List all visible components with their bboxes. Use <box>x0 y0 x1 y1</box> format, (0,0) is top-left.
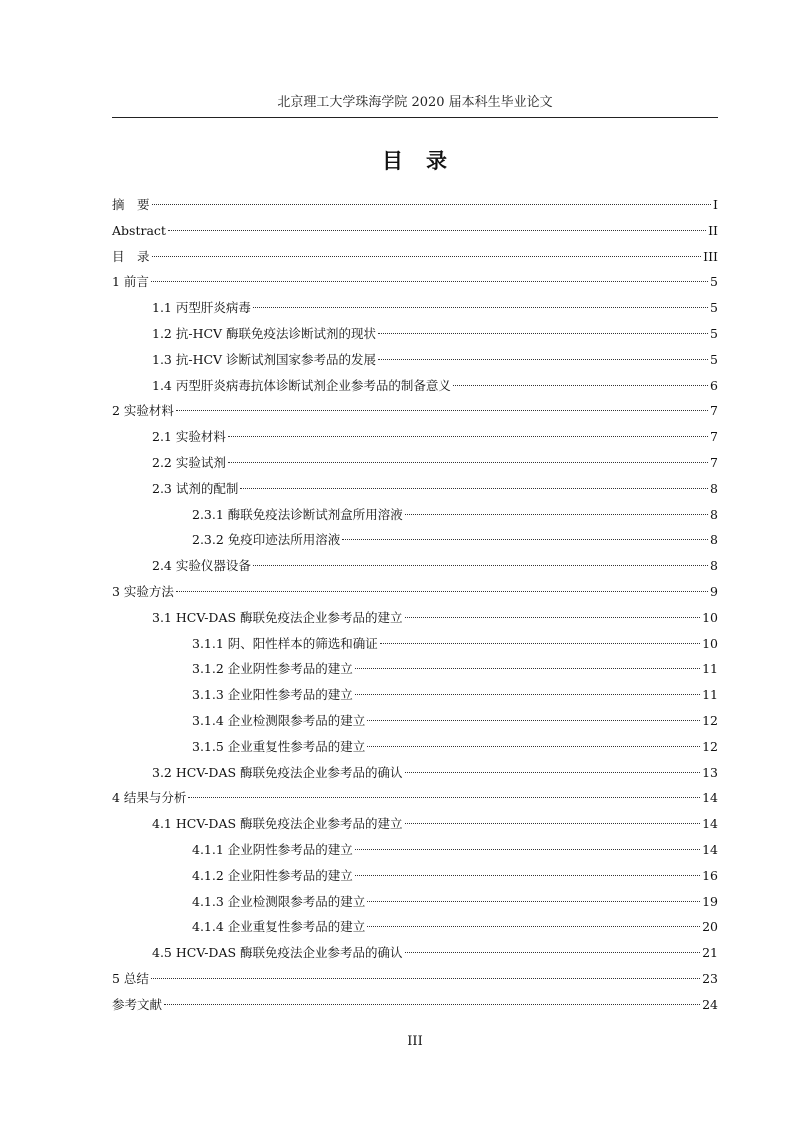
toc-entry-page: 5 <box>710 300 718 316</box>
toc-dot-leader <box>367 900 700 902</box>
toc-entry-label: 4 结果与分析 <box>112 790 187 806</box>
toc-entry[interactable] <box>112 839 718 861</box>
toc-entry-page: 14 <box>702 790 718 806</box>
toc-entry[interactable] <box>112 633 718 655</box>
toc-entry-page: 19 <box>702 893 718 909</box>
toc-entry-label: 2.1 实验材料 <box>152 429 226 445</box>
toc-entry[interactable] <box>112 581 718 603</box>
toc-entry[interactable] <box>112 504 718 526</box>
toc-entry[interactable] <box>112 710 718 732</box>
toc-entry-label: Abstract <box>112 222 166 238</box>
toc-entry-page: 10 <box>702 635 718 651</box>
toc-dot-leader <box>405 822 701 824</box>
toc-entry-page: 8 <box>710 480 718 496</box>
toc-entry[interactable] <box>112 787 718 809</box>
toc-dot-leader <box>228 461 708 463</box>
toc-entry[interactable] <box>112 994 718 1016</box>
toc-dot-leader <box>367 925 700 927</box>
toc-dot-leader <box>405 951 701 953</box>
toc-entry-label: 3.1.1 阴、阳性样本的筛选和确证 <box>192 635 378 651</box>
toc-entry-page: 13 <box>702 764 718 780</box>
toc-dot-leader <box>176 409 708 411</box>
toc-entry-page: 5 <box>710 326 718 341</box>
toc-entry-page: II <box>708 222 718 238</box>
toc-entry[interactable] <box>112 426 718 448</box>
toc-entry-page: 12 <box>702 713 718 728</box>
toc-dot-leader <box>405 616 701 618</box>
toc-dot-leader <box>168 229 706 231</box>
toc-entry-page: 14 <box>702 816 718 832</box>
toc-entry-page: 8 <box>710 558 718 574</box>
toc-entry-label: 3.2 HCV-DAS 酶联免疫法企业参考品的确认 <box>152 764 403 780</box>
toc-entry[interactable] <box>112 323 718 345</box>
toc-dot-leader <box>152 203 712 205</box>
toc-dot-leader <box>380 642 700 644</box>
toc-dot-leader <box>151 280 708 282</box>
toc-entry[interactable] <box>112 349 718 371</box>
toc-dot-leader <box>367 719 700 721</box>
toc-entry-page: III <box>703 248 718 264</box>
toc-dot-leader <box>176 590 708 592</box>
toc-entry[interactable] <box>112 942 718 964</box>
toc-entry-page: 12 <box>702 738 718 754</box>
toc-entry[interactable] <box>112 916 718 938</box>
toc-entry[interactable] <box>112 865 718 887</box>
toc-dot-leader <box>355 874 700 876</box>
toc-entry-label: 4.1.2 企业阳性参考品的建立 <box>192 867 353 883</box>
toc-entry[interactable] <box>112 400 718 422</box>
toc-dot-leader <box>355 667 700 669</box>
toc-entry[interactable] <box>112 478 718 500</box>
page-number: III <box>407 1034 423 1049</box>
toc-entry-label: 2.3.1 酶联免疫法诊断试剂盒所用溶液 <box>192 506 403 522</box>
toc-entry[interactable] <box>112 297 718 319</box>
toc-entry-label: 参考文献 <box>112 996 163 1012</box>
toc-entry-label: 3.1.3 企业阳性参考品的建立 <box>192 687 353 703</box>
toc-dot-leader <box>164 1003 700 1005</box>
header-rule <box>112 117 718 118</box>
toc-dot-leader <box>405 771 701 773</box>
toc-entry[interactable] <box>112 529 718 551</box>
toc-dot-leader <box>405 513 708 515</box>
toc-entry-label: 3 实验方法 <box>112 584 174 599</box>
toc-dot-leader <box>453 384 708 386</box>
toc-entry[interactable] <box>112 220 718 242</box>
toc-entry-label: 3.1.4 企业检测限参考品的建立 <box>192 713 366 728</box>
toc-entry-label: 4.1.3 企业检测限参考品的建立 <box>192 893 366 909</box>
toc-entry-label: 1.4 丙型肝炎病毒抗体诊断试剂企业参考品的制备意义 <box>152 377 451 393</box>
toc-entry-label: 4.1 HCV-DAS 酶联免疫法企业参考品的建立 <box>152 816 403 832</box>
toc-entry-page: 11 <box>702 687 718 703</box>
toc-entry[interactable] <box>112 607 718 629</box>
toc-dot-leader <box>228 435 708 437</box>
toc-entry-label: 3.1.5 企业重复性参考品的建立 <box>192 738 366 754</box>
toc-dot-leader <box>378 332 708 334</box>
toc-entry[interactable] <box>112 684 718 706</box>
toc-entry-label: 3.1.2 企业阴性参考品的建立 <box>192 661 353 677</box>
toc-dot-leader <box>355 693 700 695</box>
toc-entry[interactable] <box>112 271 718 293</box>
toc-entry-page: 10 <box>702 609 718 625</box>
toc-dot-leader <box>367 745 700 747</box>
toc-entry-label: 2 实验材料 <box>112 403 174 419</box>
toc-entry[interactable] <box>112 813 718 835</box>
toc-dot-leader <box>253 306 708 308</box>
toc-entry[interactable] <box>112 658 718 680</box>
toc-dot-leader <box>152 255 702 257</box>
toc-entry[interactable] <box>112 891 718 913</box>
toc-dot-leader <box>188 796 700 798</box>
toc-dot-leader <box>151 977 700 979</box>
toc-dot-leader <box>378 358 708 360</box>
toc-entry-label: 2.2 实验试剂 <box>152 455 226 470</box>
toc-entry-label: 4.1.1 企业阴性参考品的建立 <box>192 842 353 857</box>
toc-entry[interactable] <box>112 968 718 990</box>
toc-entry-page: 21 <box>702 945 718 961</box>
toc-entry-page: 9 <box>710 584 718 599</box>
toc-entry-page: I <box>713 197 718 212</box>
toc-dot-leader <box>253 564 708 566</box>
page-title: 目 录 <box>382 149 448 173</box>
toc-entry-label: 1 前言 <box>112 274 149 290</box>
toc-dot-leader <box>355 848 700 850</box>
toc-entry-page: 14 <box>702 842 718 857</box>
toc-entry[interactable] <box>112 762 718 784</box>
toc-entry[interactable] <box>112 555 718 577</box>
toc-entry-page: 20 <box>702 919 718 935</box>
toc-entry-page: 16 <box>702 867 718 883</box>
toc-entry-page: 24 <box>702 996 718 1012</box>
toc-entry-page: 11 <box>702 661 718 677</box>
toc-entry-label: 1.1 丙型肝炎病毒 <box>152 300 251 316</box>
toc-entry-page: 7 <box>710 429 718 445</box>
toc-dot-leader <box>240 487 708 489</box>
toc-entry-label: 2.3 试剂的配制 <box>152 480 239 496</box>
toc-entry-label: 2.4 实验仪器设备 <box>152 558 251 574</box>
toc-dot-leader <box>342 538 708 540</box>
toc-entry-label: 摘 要 <box>112 197 150 212</box>
toc-entry-page: 8 <box>710 532 718 548</box>
toc-entry-label: 1.2 抗-HCV 酶联免疫法诊断试剂的现状 <box>152 326 377 341</box>
toc-entry-page: 6 <box>710 377 718 393</box>
toc-entry-label: 5 总结 <box>112 971 149 986</box>
toc-entry[interactable] <box>112 452 718 474</box>
toc-entry-page: 7 <box>710 455 718 470</box>
toc-entry-label: 4.5 HCV-DAS 酶联免疫法企业参考品的确认 <box>152 945 403 961</box>
toc-entry-page: 8 <box>710 506 718 522</box>
toc-entry-page: 23 <box>702 971 718 986</box>
toc-entry-page: 5 <box>710 351 718 367</box>
toc-entry-label: 1.3 抗-HCV 诊断试剂国家参考品的发展 <box>152 351 377 367</box>
toc-entry-page: 5 <box>710 274 718 290</box>
toc-entry-label: 目 录 <box>112 248 150 264</box>
toc-entry[interactable] <box>112 246 718 268</box>
toc-entry[interactable] <box>112 194 718 216</box>
toc-entry-label: 3.1 HCV-DAS 酶联免疫法企业参考品的建立 <box>152 609 403 625</box>
toc-entry-label: 4.1.4 企业重复性参考品的建立 <box>192 919 366 935</box>
running-header: 北京理工大学珠海学院 2020 届本科生毕业论文 <box>277 95 553 110</box>
toc-entry[interactable] <box>112 375 718 397</box>
toc-entry-page: 7 <box>710 403 718 419</box>
toc-entry[interactable] <box>112 736 718 758</box>
toc-entry-label: 2.3.2 免疫印迹法所用溶液 <box>192 532 341 548</box>
